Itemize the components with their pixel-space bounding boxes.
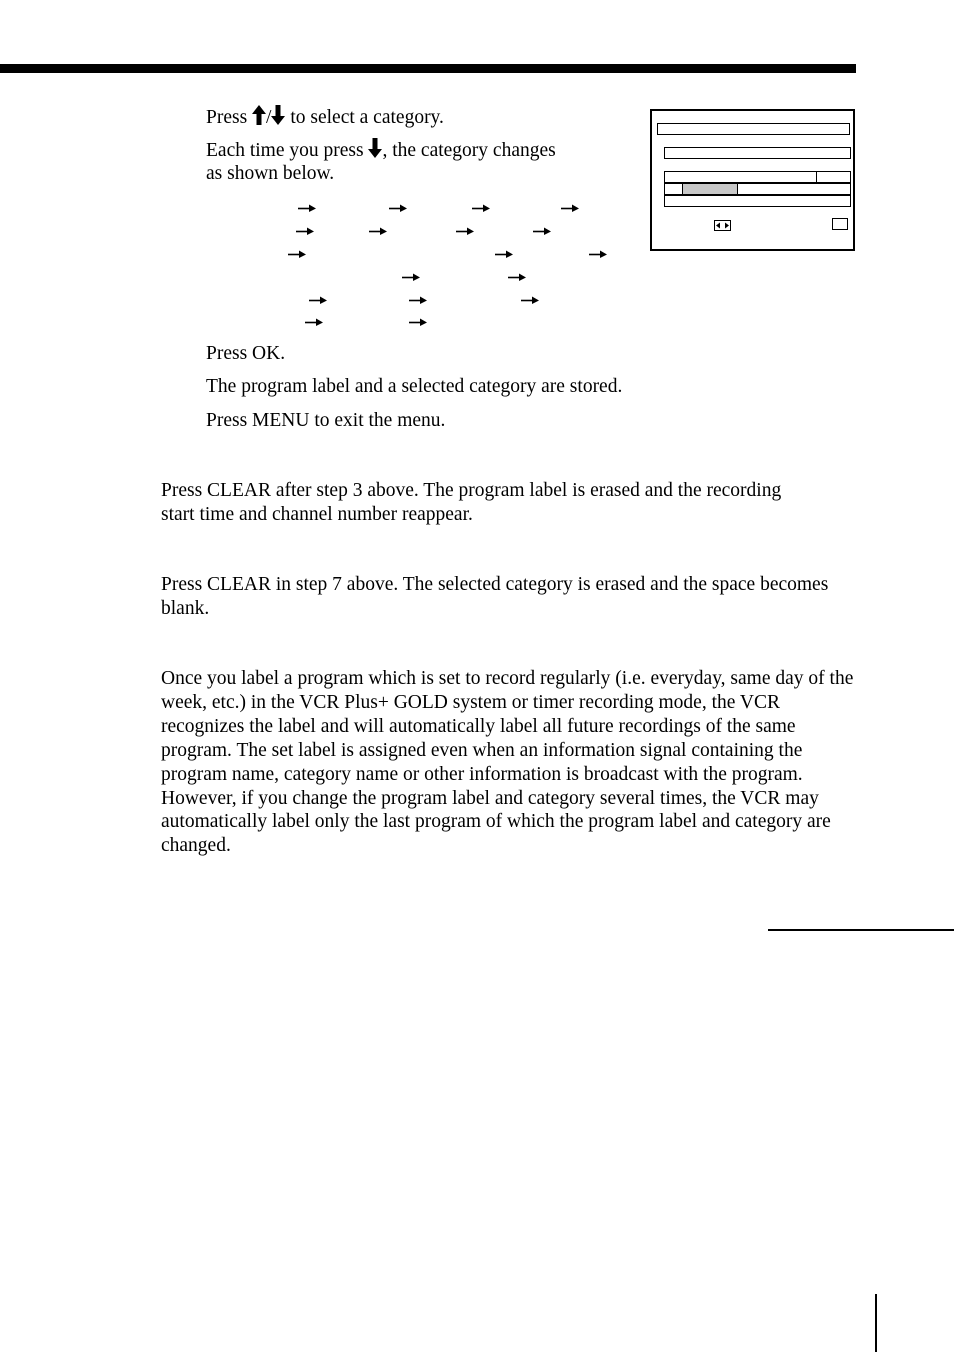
step6-separator: /: [266, 107, 272, 128]
erase-category-paragraph: Press CLEAR in step 7 above. The selected category is erased and the space becomes blank.: [161, 574, 829, 619]
right-arrow-icon: [402, 272, 420, 282]
right-arrow-icon: [533, 226, 551, 236]
step6-text-b: to select a category.: [285, 107, 444, 128]
step6-line2: [206, 138, 556, 163]
up-arrow-icon: [252, 105, 266, 125]
page-edge-line: [875, 1294, 877, 1352]
right-arrow-icon: [409, 317, 427, 327]
right-arrow-icon: [296, 226, 314, 236]
right-arrow-icon: [298, 203, 316, 213]
step6-text-a: Press: [206, 107, 253, 128]
osd-divider: [816, 172, 817, 182]
osd-title-bar: [657, 123, 850, 135]
step6-line2-text-a: Each time you press: [206, 140, 369, 161]
right-arrow-icon: [456, 226, 474, 236]
step6-line2-text-b: , the category changes: [382, 140, 556, 161]
right-arrow-icon: [309, 295, 327, 305]
right-arrow-icon: [521, 295, 539, 305]
osd-highlight: [682, 184, 738, 194]
right-arrow-icon: [305, 317, 323, 327]
right-arrow-icon: [389, 203, 407, 213]
down-arrow-icon: [271, 105, 285, 125]
note-paragraph: Once you label a program which is set to record regularly (i.e. everyday, same day of the week, etc.) in the VCR Plus+ GOLD system or timer recording mode, the VCR recognizes the label and will automatically label all future recordings of the same program. The set label is assigned even when an information signal containing the program name, category name or other information is broadcast with the program. However, if you change the program label and category several times, the VCR may automatically label only the last program of which the program label and category are changed.: [161, 668, 854, 857]
osd-selection-row: [664, 183, 851, 195]
right-arrow-icon: [589, 249, 607, 259]
right-arrow-icon: [561, 203, 579, 213]
right-arrow-icon: [409, 295, 427, 305]
osd-screen-illustration: [650, 109, 855, 251]
right-arrow-icon: [369, 226, 387, 236]
osd-row: [664, 147, 851, 159]
top-rule: [0, 64, 856, 73]
step6-line3: as shown below.: [206, 163, 335, 184]
step7-text: Press OK.: [206, 343, 286, 364]
right-arrow-icon: [508, 272, 526, 282]
left-right-arrows-icon: [714, 220, 731, 231]
step7-description: The program label and a selected category are stored.: [206, 376, 623, 397]
down-arrow-icon: [368, 138, 382, 158]
osd-box-icon: [832, 218, 848, 230]
right-arrow-icon: [288, 249, 306, 259]
osd-row: [664, 195, 851, 207]
right-arrow-icon: [472, 203, 490, 213]
osd-category-row: [664, 171, 851, 183]
erase-label-paragraph: Press CLEAR after step 3 above. The program label is erased and the recording start time and channel number reappear.: [161, 480, 782, 525]
right-arrow-icon: [495, 249, 513, 259]
continued-rule: [768, 929, 954, 931]
step6-line1: [206, 105, 444, 130]
step8-text: Press MENU to exit the menu.: [206, 410, 446, 431]
